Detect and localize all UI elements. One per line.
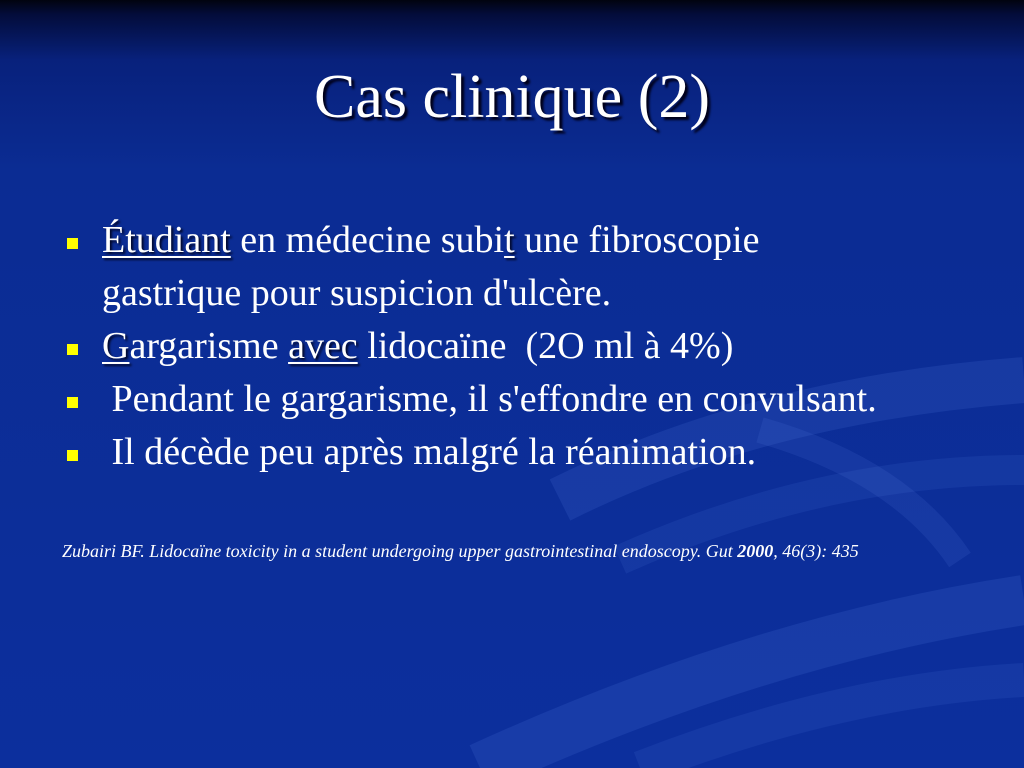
- square-bullet-icon: [67, 450, 78, 461]
- bullet-text-segment: une fibroscopie: [514, 219, 760, 261]
- bullet-item: [0, 373, 1024, 426]
- square-bullet-icon: [67, 344, 78, 355]
- bullet-text-segment: Pendant le gargarisme, il s'effondre en convulsant.: [102, 378, 877, 420]
- bullet-text: [102, 320, 733, 373]
- bullet-text: [102, 214, 759, 320]
- reference-text: Zubairi BF. Lidocaïne toxicity in a student undergoing upper gastrointestinal endoscopy. Gut: [62, 541, 738, 561]
- bullet-item: [0, 426, 1024, 479]
- bullet-text-segment: lidocaïne (2O ml à 4%): [357, 325, 734, 367]
- bullet-text-segment: en médecine subi: [230, 219, 505, 261]
- reference-citation: [62, 540, 859, 562]
- square-bullet-icon: [67, 238, 78, 249]
- slide-title: Cas clinique (2): [313, 63, 710, 131]
- bullet-text-segment: avec: [288, 325, 358, 367]
- bullet-text: [102, 426, 756, 479]
- bullet-text-segment: t: [504, 219, 515, 261]
- square-bullet-icon: [67, 397, 78, 408]
- reference-year: 2000: [737, 541, 774, 561]
- bullet-text: [102, 373, 877, 426]
- bullet-text-segment: gastrique pour suspicion d'ulcère.: [102, 272, 612, 314]
- bullet-text-segment: Il décède peu après malgré la réanimation.: [102, 431, 757, 473]
- bullet-item: [0, 320, 1024, 373]
- bullet-text-segment: Étudiant: [102, 219, 231, 261]
- bullet-text-segment: argarisme: [129, 325, 289, 367]
- bullet-item: [0, 214, 1024, 320]
- reference-volume-pages: , 46(3): 435: [773, 541, 859, 561]
- bullet-text-segment: G: [102, 325, 130, 367]
